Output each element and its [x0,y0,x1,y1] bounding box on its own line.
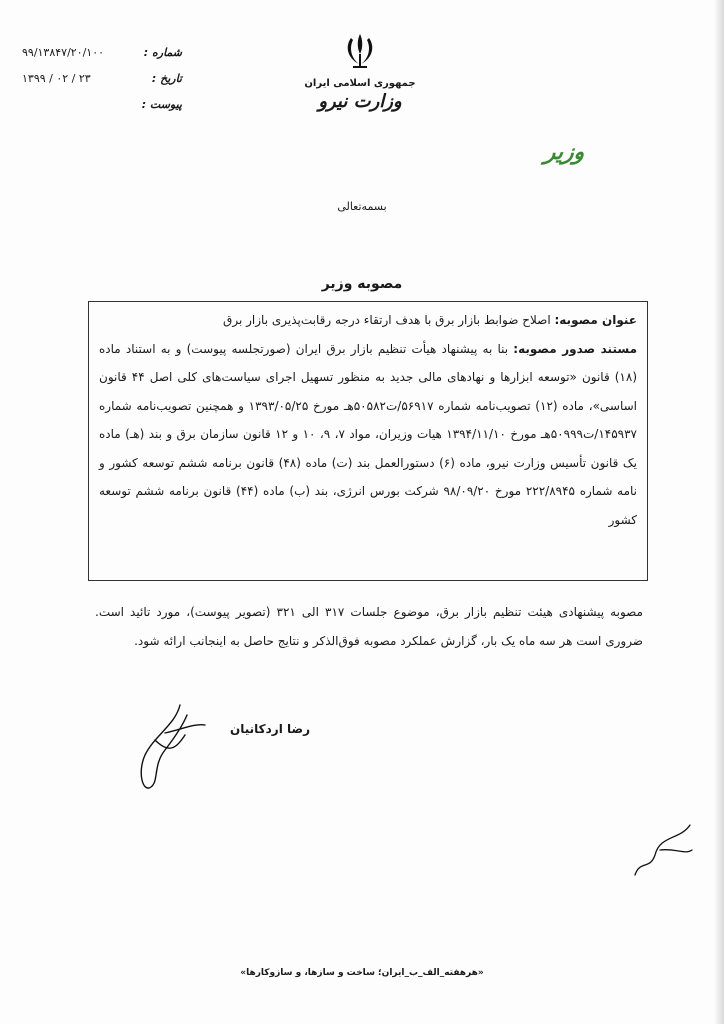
number-value: ۹۹/۱۳۸۴۷/۲۰/۱۰۰ [22,46,105,59]
iran-emblem-icon [339,30,381,72]
number-label: شماره : [143,46,182,59]
basis-text: بنا به پیشنهاد هیأت تنظیم بازار برق ایران (صورتجلسه پیوست) و به استناد ماده (۱۸) قانون «توسعه ابزارها و نهادهای مالی جدید به منظور تسهیل اجرای سیاست‌های کلی اصل ۴۴ قانون اساسی»، ماده (۱۲) تصویب‌نامه شماره ۵۶۹۱۷/ت۵۰۵۸۲هـ مورخ ۱۳۹۳/۰۵/۲۵ و همچنین تصویب‌نامه شماره ۱۴۵۹۳۷/ت۵۰۹۹۹هـ مورخ ۱۳۹۴/۱۱/۱۰ هیات وزیران، مواد ۷، ۹، ۱۰ و ۱۲ قانون سازمان برق و بند (هـ) ماده یک قانون تأسیس وزارت نیرو، ماده (۶) دستورالعمل بند (ت) ماده (۴۸) قانون برنامه ششم توسعه کشور و نامه شماره ۲۲۲/۸۹۴۵ مورخ ۹۸/۰۹/۲۰ شرکت بورس انرژی، بند (ب) ماده (۴۴) قانون برنامه ششم توسعه کشور [99,341,638,527]
basmala: بسمه‌تعالی [337,200,387,213]
date-label: تاریخ : [151,72,182,85]
basis-label: مستند صدور مصوبه: [513,341,637,356]
letter-meta [22,40,182,118]
letterhead [300,30,420,112]
attachment-row [22,92,182,118]
minister-title: وزیر [543,140,587,165]
country-name: جمهوری اسلامی ایران [304,78,416,89]
scan-edge [714,0,724,1024]
footer-slogan: «هرهفته_الف_ب_ایران؛ ساخت و سازها، و سازوکارها» [240,968,484,978]
document-title: مصوبه وزیر [321,276,403,292]
number-row [22,40,182,66]
signature-icon [125,695,215,805]
attachment-label: پیوست : [141,98,182,111]
ministry-name: وزارت نیرو [318,91,402,112]
signer-name: رضا اردکانیان [230,722,311,736]
date-value: ۱۳۹۹ / ۰۲ / ۲۳ [22,72,91,85]
basis-paragraph [99,335,637,535]
subject-label: عنوان مصوبه: [554,313,637,327]
subject-text: اصلاح ضوابط بازار برق با هدف ارتقاء درجه رقابت‌پذیری بازار برق [223,313,551,327]
paraph-icon [620,820,700,880]
date-row [22,66,182,92]
subject-line [99,306,637,335]
body-paragraph: مصوبه پیشنهادی هیئت تنظیم بازار برق، موضوع جلسات ۳۱۷ الی ۳۲۱ (تصویر پیوست)، مورد تائید است. ضروری است هر سه ماه یک بار، گزارش عملکرد مصوبه فوق‌الذکر و نتایج حاصل به اینجانب ارائه شود. [95,605,643,648]
resolution-box [88,301,648,581]
